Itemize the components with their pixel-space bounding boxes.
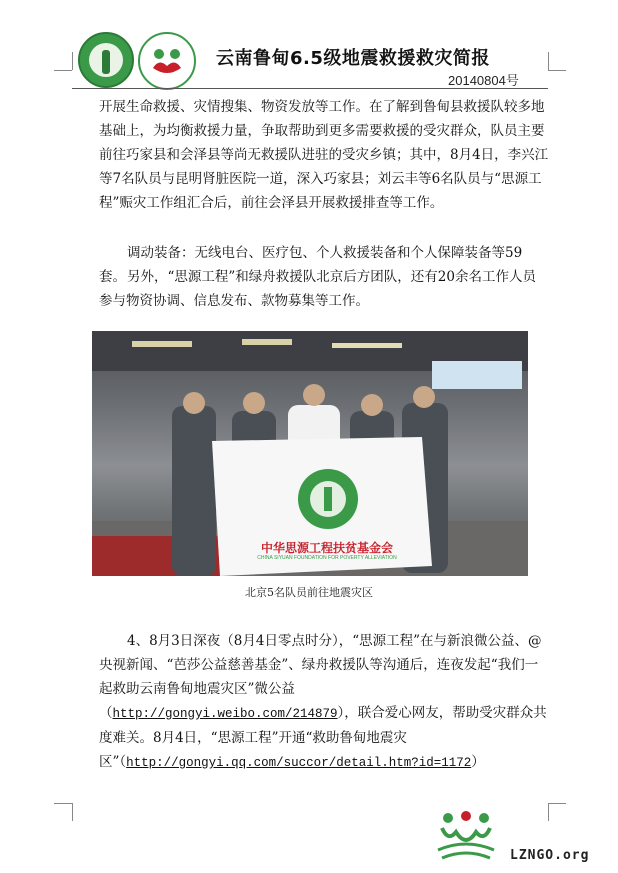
weibo-fundraising-link[interactable]: http://gongyi.weibo.com/214879 <box>112 707 338 721</box>
paragraph-rescue-deployment: 开展生命救援、灾情搜集、物资发放等工作。在了解到鲁甸县救援队较多地基础上，为均衡救援力量，争取帮助到更多需要救援的受灾群众，队员主要前往巧家县和会泽县等尚无救援队进驻的受灾乡镇；其中，8月4日，李兴江等7名队员与昆明肾脏医院一道，深入巧家县；刘云丰等6名队员与“思源工程”赈灾工作组汇合后，前往会泽县开展救援排查等工作。 <box>99 99 549 211</box>
paragraph-equipment: 调动装备：无线电台、医疗包、个人救援装备和个人保障装备等59套。 <box>99 245 523 285</box>
crop-mark <box>54 70 72 71</box>
bulletin-title: 云南鲁甸6.5级地震救援救灾简报 <box>216 48 490 69</box>
crop-mark <box>72 52 73 70</box>
crop-mark <box>548 803 566 804</box>
photo-caption: 北京5名队员前往地震灾区 <box>245 586 373 599</box>
crop-mark <box>548 52 549 70</box>
bulletin-date: 20140804号 <box>448 73 519 88</box>
crop-mark <box>54 803 72 804</box>
team-photo <box>92 331 528 576</box>
header-divider <box>72 88 548 89</box>
lzngo-logo-icon <box>434 808 498 864</box>
paragraph-text: ），联合爱心网友，帮助受灾群众共度难关。8月4日，“思源工程”开通“救助鲁甸地震灾区”（ <box>99 705 547 770</box>
crop-mark <box>72 803 73 821</box>
paragraph-beijing-team: 另外，“思源工程”和绿舟救援队北京后方团队，还有20余名工作人员参与物资协调、信息发布、款物募集等工作。 <box>99 269 536 309</box>
qq-fundraising-link[interactable]: http://gongyi.qq.com/succor/detail.htm?id=1172 <box>126 756 472 770</box>
foundation-logo-icon <box>78 32 134 88</box>
footer-brand: LZNGO.org <box>510 848 590 863</box>
paragraph-text: 4、8月3日深夜（8月4日零点时分），“思源工程”在与新浪微公益、@央视新闻、“芭莎公益慈善基金”、绿舟救援队等沟通后，连夜发起“我们一起救助云南鲁甸地震灾区”微公益（ <box>99 633 542 721</box>
paragraph-text: ） <box>471 754 485 770</box>
crop-mark <box>548 803 549 821</box>
banner-english-text: CHINA SIYUAN FOUNDATION FOR POVERTY ALLEVIATION <box>257 555 397 561</box>
banner-chinese-text: 中华思源工程扶贫基金会 <box>260 541 393 555</box>
association-logo-icon <box>138 32 196 90</box>
crop-mark <box>548 70 566 71</box>
paragraph-online-fundraising <box>99 629 549 775</box>
